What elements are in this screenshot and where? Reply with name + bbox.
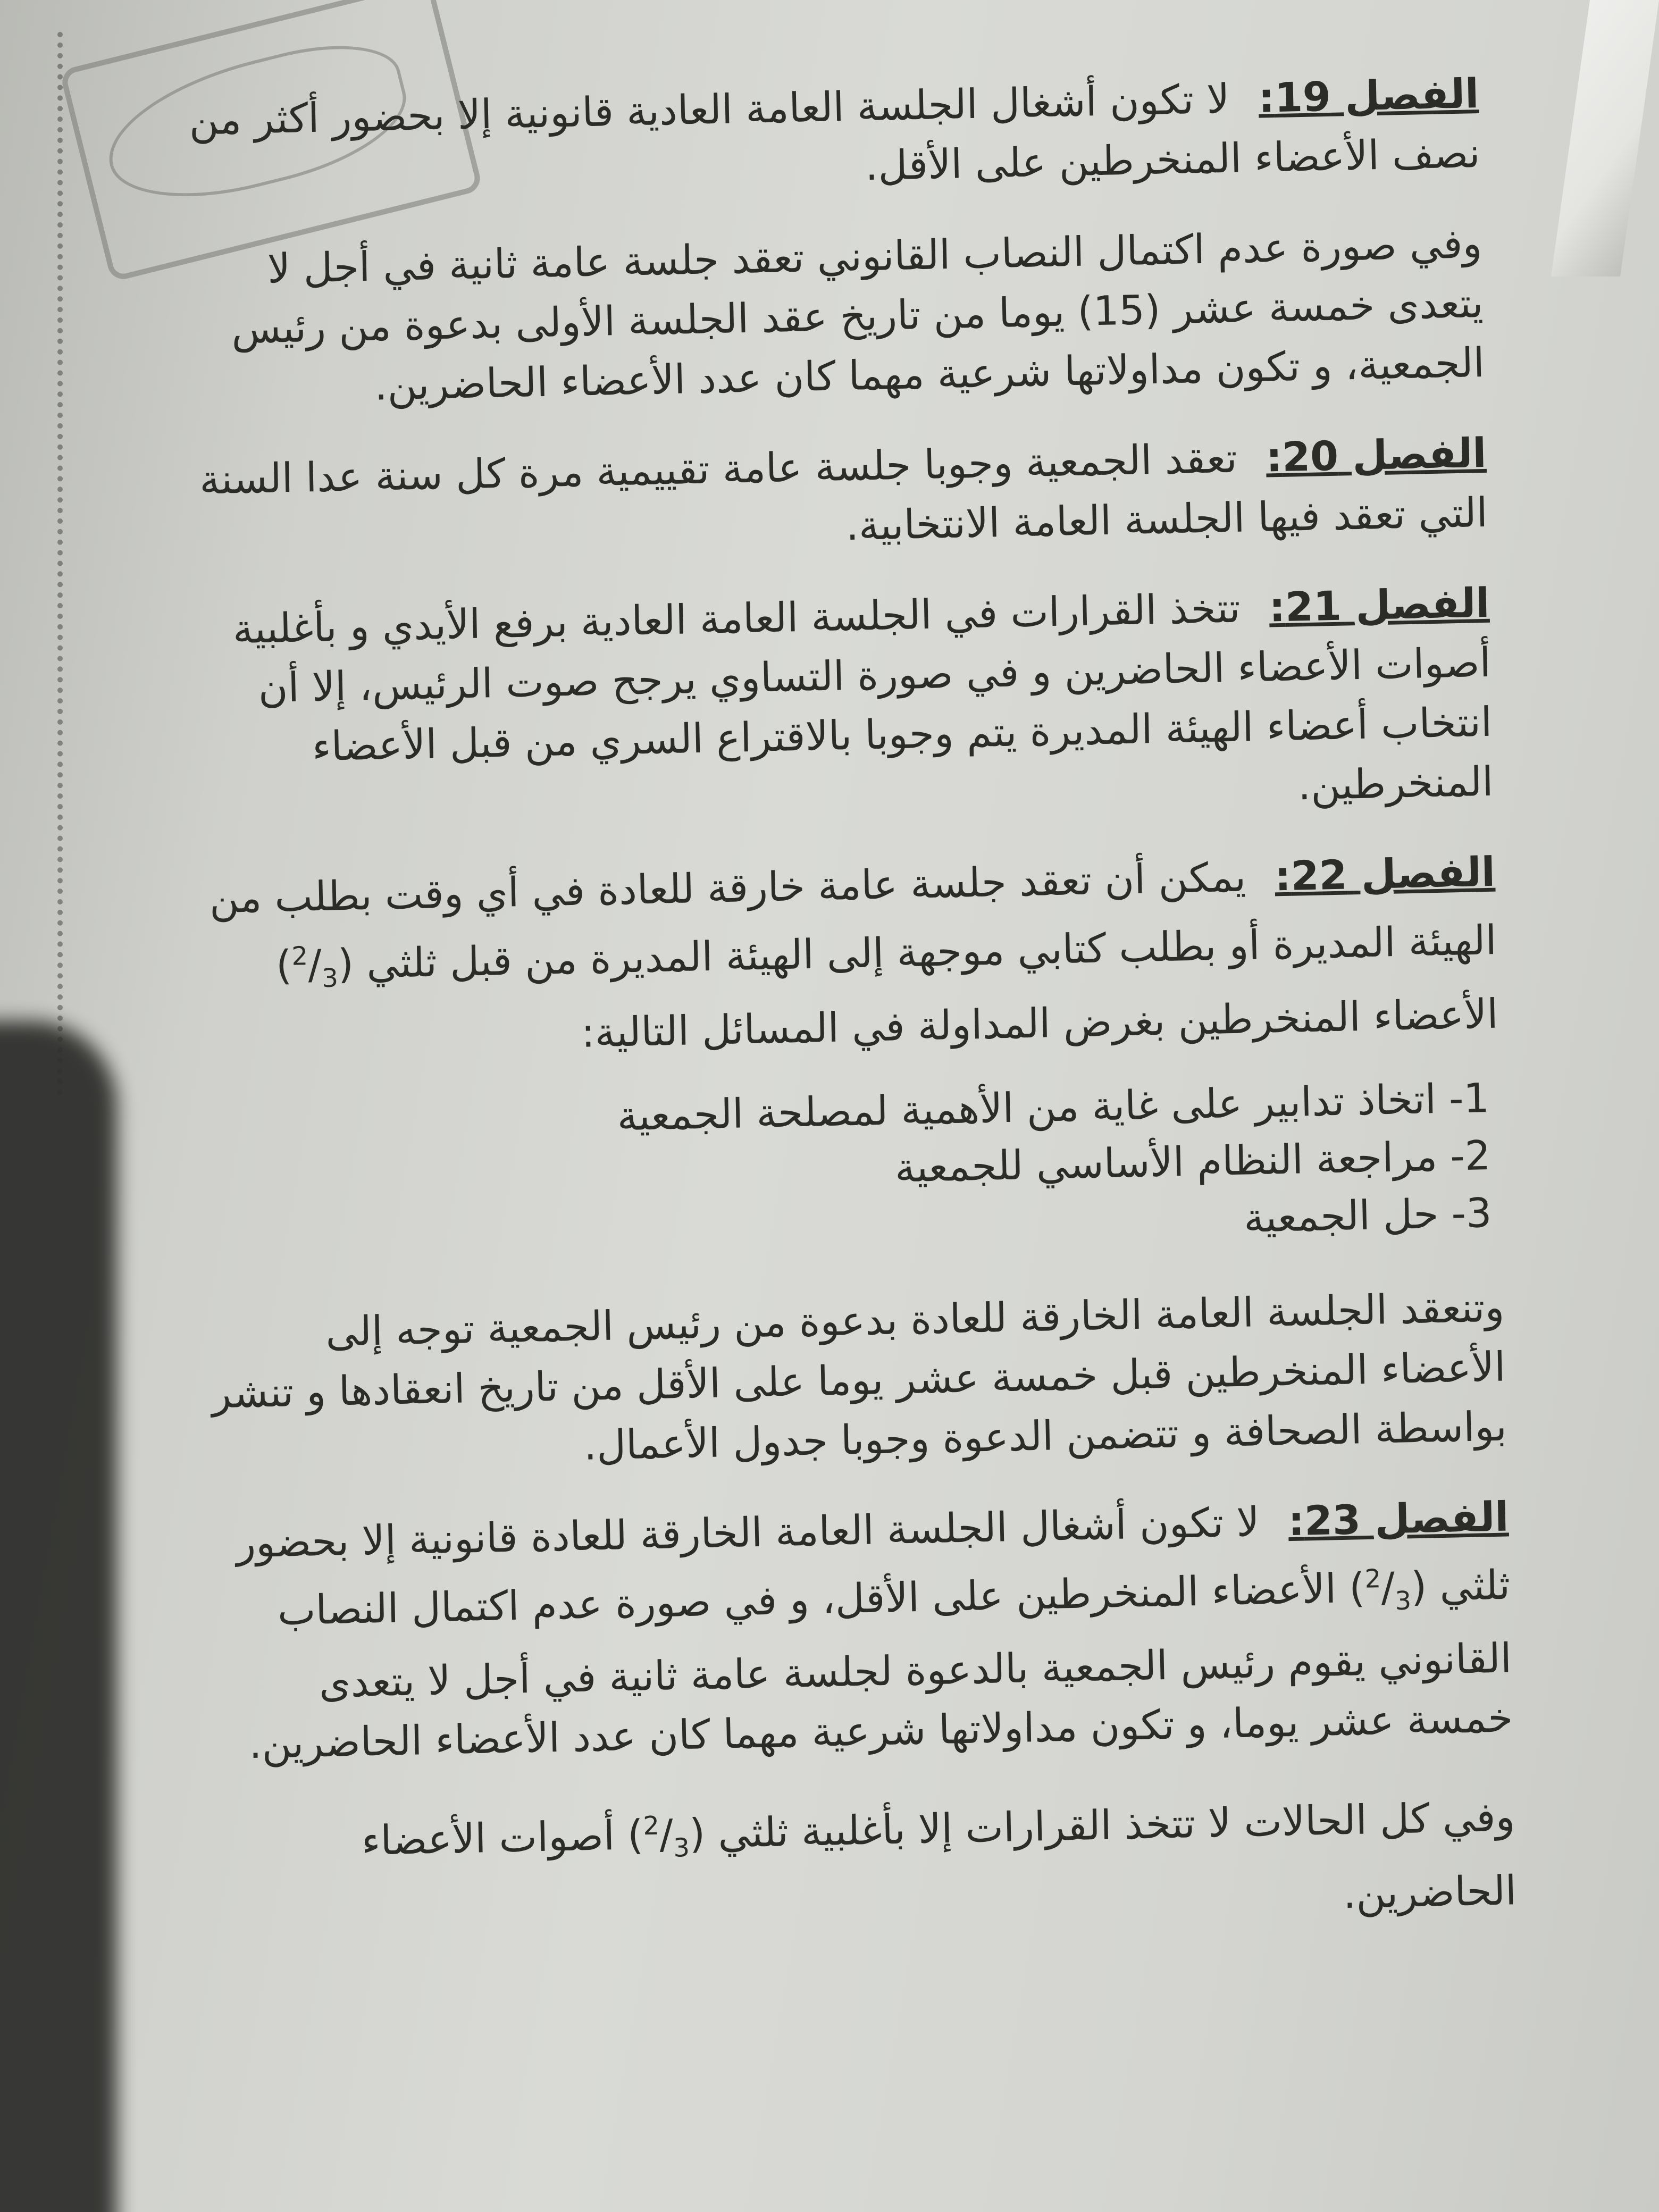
article-23 [200, 1487, 1514, 1775]
article-text: تتخذ القرارات في الجلسة العامة العادية برفع الأيدي و بأغلبية أصوات الأعضاء الحاضرين و في صورة التساوي يرجح صوت الرئيس، إلا أن انتخاب أعضاء الهيئة المديرة يتم وجوبا بالاقتراع السري من قبل الأعضاء المنخرطين. [232, 584, 1494, 809]
article-title: الفصل 21: [1268, 579, 1490, 631]
list-item: 2- مراجعة النظام الأساسي للجمعية [894, 1131, 1491, 1191]
article-22-list [191, 1069, 1503, 1268]
article-title: الفصل 23: [1287, 1492, 1510, 1545]
article-text-cont: الأعضاء المنخرطين بغرض المداولة في المسائل التالية: [581, 990, 1499, 1057]
article-text: لا تكون أشغال الجلسة العامة الخارقة للعادة قانونية إلا بحضور ثلثي [236, 1497, 1511, 1610]
paper-edge [1551, 0, 1659, 276]
fraction-two-thirds: $(^2/_3)$ [1348, 1562, 1428, 1616]
fraction-two-thirds: $(^2/_3)$ [627, 1809, 706, 1863]
finger-shadow [0, 1021, 117, 2212]
article-20 [178, 423, 1488, 569]
paragraph-quorum: وفي صورة عدم اكتمال النصاب القانوني تعقد جلسة عامة ثانية في أجل لا يتعدى خمسة عشر (15) يوما من تاريخ عقد الجلسة الأولى بدعوة من رئيس الجمعية، و تكون مداولاتها شرعية مهما كان عدد الأعضاء الحاضرين. [231, 219, 1485, 409]
paragraph-extraordinary-call: وتنعقد الجلسة العامة الخارقة للعادة بدعوة من رئيس الجمعية توجه إلى الأعضاء المنخرطين قبل خمسة عشر يوما على الأقل من تاريخ انعقادها و تنشر بواسطة الصحافة و تتضمن الدعوة وجوبا جدول الأعمال. [211, 1283, 1507, 1469]
article-text: يمكن أن تعقد جلسة عامة خارقة للعادة في أي وقت بطلب من الهيئة المديرة أو بطلب كتابي موجهة إلى الهيئة المديرة من قبل ثلثي [208, 853, 1497, 987]
article-text: لا تكون أشغال الجلسة العامة العادية قانونية إلا بحضور أكثر من نصف الأعضاء المنخرطين على الأقل. [188, 74, 1481, 190]
article-text: تعقد الجمعية وجوبا جلسة عامة تقييمية مرة كل سنة عدا السنة التي تعقد فيها الجلسة العامة الانتخابية. [199, 434, 1488, 550]
article-21 [181, 573, 1494, 839]
binding-holes [57, 32, 70, 1095]
list-item: 1- اتخاذ تدابير على غاية من الأهمية لمصلحة الجمعية [616, 1074, 1490, 1139]
paragraph-final: وفي كل الحالات لا تتخذ القرارات إلا بأغلبية ثلثي $(^2/_3)$ أصوات الأعضاء الحاضرين. [361, 1792, 1517, 1917]
article-title: الفصل 22: [1274, 848, 1496, 900]
document-content [171, 64, 1518, 1978]
article-text-cont: الأعضاء المنخرطين على الأقل، و في صورة عدم اكتمال النصاب القانوني يقوم رئيس الجمعية بالدعوة لجلسة عامة ثانية في أجل لا يتعدى خمسة عشر يوما، و تكون مداولاتها شرعية مهما كان عدد الأعضاء الحاضرين. [248, 1564, 1514, 1768]
article-title: الفصل 19: [1258, 69, 1480, 122]
list-item: 3- حل الجمعية [1243, 1188, 1493, 1242]
fraction-two-thirds: $(^2/_3)$ [275, 940, 354, 994]
article-title: الفصل 20: [1265, 429, 1487, 481]
article-22 [187, 842, 1498, 1071]
